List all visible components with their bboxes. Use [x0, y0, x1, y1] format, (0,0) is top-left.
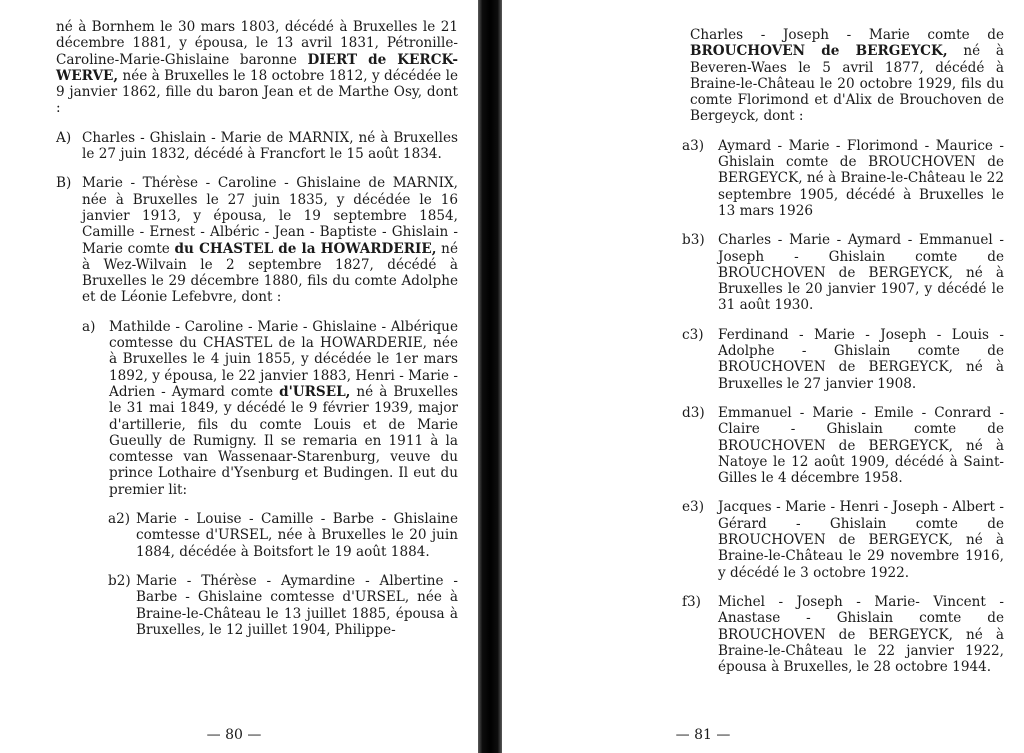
genealogy-entry-b2 — [56, 573, 458, 638]
right-intro-name: BROUCHOVEN de BERGEYCK, — [690, 43, 948, 60]
page-number-left: — 80 — — [206, 727, 262, 743]
entry-text: Emmanuel - Marie - Emile - Conrard - Claire - Ghislain comte de BROUCHOVEN de BERGEYCK, né à Natoye le 12 août 1909, décédé à Saint-Gilles le 4 décembre 1958. — [718, 404, 1004, 487]
left-page-text — [56, 19, 458, 651]
spouse-name: d'URSEL, — [279, 383, 351, 400]
right-intro-paragraph: Charles - Joseph - Marie comte de BROUCHOVEN de BERGEYCK, né à Beveren-Waes le 5 avril 1877, décédé à Braine-le-Château le 20 octobre 1929, fils du comte Florimond et d'Alix de Brouchoven de Bergeyck, dont : — [690, 27, 1005, 125]
entry-label: d3) — [682, 404, 705, 421]
entry-text: Charles - Marie - Aymard - Emmanuel - Joseph - Ghislain comte de BROUCHOVEN de BERGEYCK, né à Bruxelles le 20 janvier 1907, y décédé le 31 août 1930. — [718, 232, 1004, 314]
entry-label: c3) — [682, 326, 704, 343]
entry-label: e3) — [682, 499, 704, 516]
entry-text: Marie - Louise - Camille - Barbe - Ghislaine comtesse d'URSEL, née à Bruxelles le 20 juin 1884, décédée à Boitsfort le 19 août 1884. — [136, 511, 458, 560]
genealogy-entry-b3 — [682, 232, 1004, 313]
genealogy-entry-a3 — [682, 138, 1004, 219]
entry-text: Ferdinand - Marie - Joseph - Louis - Adolphe - Ghislain comte de BROUCHOVEN de BERGEYCK, né à Bruxelles le 27 janvier 1908. — [718, 326, 1004, 392]
entry-label: a2) — [108, 511, 131, 528]
entry-label: a3) — [682, 137, 705, 154]
entry-text: Marie - Thérèse - Aymardine - Albertine - Barbe - Ghislaine comtesse d'URSEL, née à Braine-le-Château le 13 juillet 1885, épousa à Bruxelles, le 12 juillet 1904, Philippe- — [136, 572, 458, 638]
entry-label: a) — [82, 318, 96, 335]
page-number-right: — 81 — — [675, 727, 731, 743]
genealogy-entry-e3 — [682, 499, 1004, 580]
genealogy-entry-d3 — [682, 405, 1004, 486]
entry-text: Charles - Ghislain - Marie de MARNIX, né à Bruxelles le 27 juin 1832, décédé à Francfort le 15 août 1834. — [82, 129, 458, 163]
genealogy-entry-c3 — [682, 327, 1004, 392]
genealogy-entry-f3 — [682, 594, 1004, 675]
genealogy-entry-A — [56, 130, 458, 163]
genealogy-entry-B: B) Marie - Thérèse - Caroline - Ghislaine de MARNIX, née à Bruxelles le 27 juin 1835, y décédée le 16 janvier 1913, y épousa, le 19 septembre 1854, Camille - Ernest - Albéric - Jean - Baptiste - Ghislain - Marie comte du CHASTEL de la HOWARDERIE, né à Wez-Wilvain le 2 septembre 1827, décédé à Bruxelles le 29 décembre 1880, fils du comte Adolphe et de Léonie Lefebvre, dont : — [56, 175, 458, 306]
book-gutter — [478, 0, 502, 753]
entry-label: b3) — [682, 232, 705, 249]
left-intro-paragraph: né à Bornhem le 30 mars 1803, décédé à Bruxelles le 21 décembre 1881, y épousa, le 13 avril 1831, Pétronille-Caroline-Marie-Ghislaine baronne DIERT de KERCK-WERVE, née à Bruxelles le 18 octobre 1812, y décédée le 9 janvier 1862, fille du baron Jean et de Marthe Osy, dont : — [56, 19, 458, 117]
entry-text: Aymard - Marie - Florimond - Maurice - Ghislain comte de BROUCHOVEN de BERGEYCK, né à Braine-le-Château le 22 septembre 1905, décédé à Bruxelles le 13 mars 1926 — [718, 137, 1004, 219]
genealogy-entry-a: a) Mathilde - Caroline - Marie - Ghislaine - Albérique comtesse du CHASTEL de la HOWARDERIE, née à Bruxelles le 4 juin 1855, y décédée le 1er mars 1892, y épousa, le 22 janvier 1883, Henri - Marie - Adrien - Aymard comte d'URSEL, né à Bruxelles le 31 mai 1849, y décédé le 9 février 1939, major d'artillerie, fils du comte Louis et de Marie Gueully de Rumigny. Il se remaria en 1911 à la comtesse van Wassenaar-Starenburg, veuve du prince Lothaire d'Ysenburg et Budingen. Il eut du premier lit: — [82, 318, 458, 498]
entry-label: f3) — [682, 593, 701, 610]
entry-text: Jacques - Marie - Henri - Joseph - Albert - Gérard - Ghislain comte de BROUCHOVEN de BERGEYCK, né à Braine-le-Château le 29 novembre 1916, y décédé le 3 octobre 1922. — [718, 499, 1004, 581]
right-page — [502, 0, 1024, 753]
left-page — [0, 0, 478, 753]
right-page-text — [682, 27, 1004, 688]
genealogy-entry-a2 — [56, 511, 458, 560]
entry-label: A) — [56, 129, 72, 146]
entry-label: B) — [56, 175, 72, 192]
entry-text: Michel - Joseph - Marie- Vincent - Anastase - Ghislain comte de BROUCHOVEN de BERGEYCK, né à Braine-le-Château le 22 janvier 1922, épousa à Bruxelles, le 28 octobre 1944. — [718, 593, 1004, 676]
spouse-name: du CHASTEL de la HOWARDERIE, — [174, 240, 437, 257]
entry-label: b2) — [108, 572, 131, 589]
left-intro-name: DIERT de KERCK-WERVE, — [56, 51, 458, 84]
